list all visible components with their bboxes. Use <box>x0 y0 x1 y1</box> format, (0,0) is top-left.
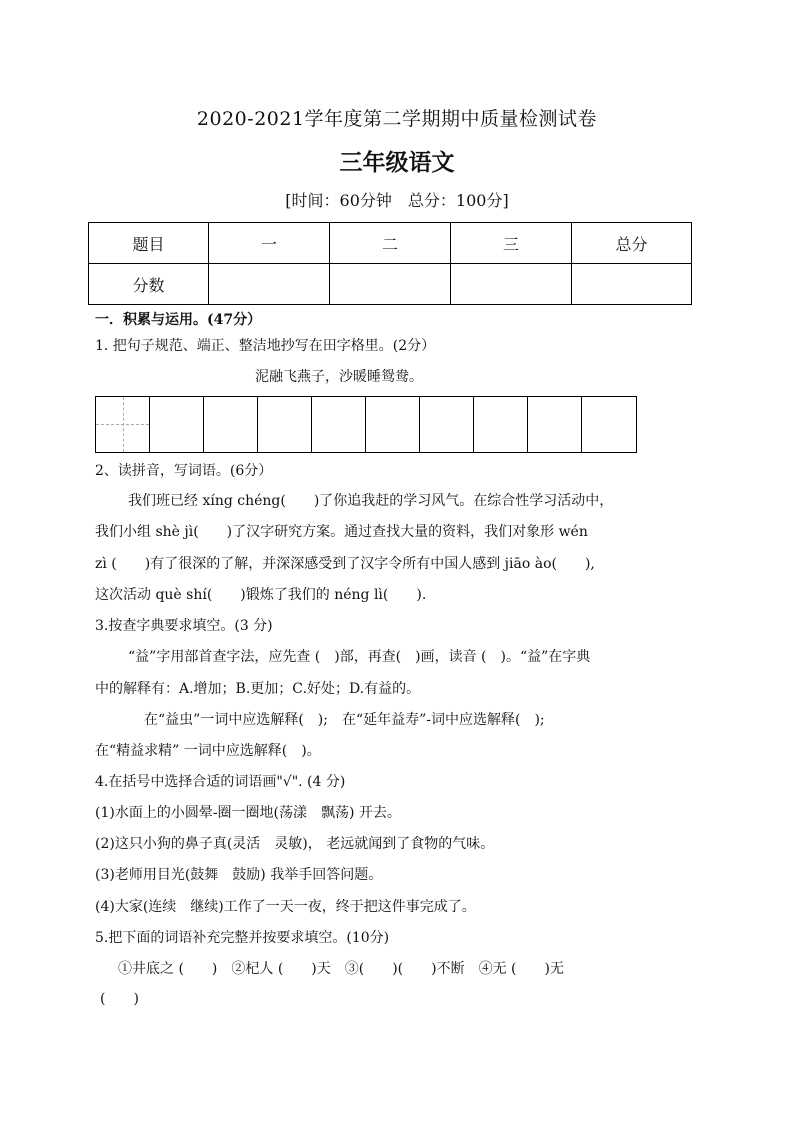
q2-line: zì ( )有了很深的了解，并深深感受到了汉字令所有中国人感到 jiāo ào( ), <box>95 556 595 572</box>
copy-sentence: 泥融飞燕子，沙暖睡鸳鸯。 <box>255 369 423 385</box>
question-3: 3.按查字典要求填空。(3 分) <box>95 618 273 634</box>
q4-item: (2)这只小狗的鼻子真(灵活 灵敏)， 老远就闻到了食物的气味。 <box>95 836 495 852</box>
q2-line: 我们班已经 xíng chéng( )了你追我赶的学习风气。在综合性学习活动中， <box>128 493 614 509</box>
table-row-label: 分数 <box>89 264 209 305</box>
q4-item: (3)老师用目光(鼓舞 鼓励) 我举手回答问题。 <box>95 867 383 883</box>
exam-info: [时间：60分钟 总分：100分] <box>285 191 509 210</box>
q3-line: 在“精益求精” 一词中应选解释( )。 <box>95 743 321 759</box>
tianzige-cell[interactable] <box>150 397 204 452</box>
score-cell[interactable] <box>209 264 330 305</box>
tianzige-cell[interactable] <box>204 397 258 452</box>
tianzige-cell[interactable] <box>420 397 474 452</box>
q5-line: ①井底之 ( ) ②杞人 ( )天 ③( )( )不断 ④无 ( )无 <box>118 961 564 977</box>
section-heading: 一．积累与运用。(47分） <box>95 312 262 328</box>
table-header-cell: 二 <box>330 223 451 264</box>
q3-line: 中的解释有：A.增加；B.更加；C.好处；D.有益的。 <box>95 681 421 697</box>
q3-line: 在“益虫”一词中应选解释( ); 在“延年益寿”-词中应选解释( ); <box>144 712 545 728</box>
exam-title: 2020-2021学年度第二学期期中质量检测试卷 <box>196 108 598 130</box>
table-row <box>89 264 692 305</box>
tianzige-grid[interactable] <box>95 396 637 453</box>
table-header-cell: 三 <box>451 223 572 264</box>
tianzige-cell[interactable] <box>258 397 312 452</box>
exam-subtitle: 三年级语文 <box>339 149 455 176</box>
table-header-cell: 题目 <box>89 223 209 264</box>
question-5: 5.把下面的词语补充完整并按要求填空。(10分) <box>95 930 390 946</box>
tianzige-cell[interactable] <box>582 397 636 452</box>
score-cell[interactable] <box>572 264 692 305</box>
tianzige-cell[interactable] <box>528 397 582 452</box>
q2-line: 我们小组 shè jì( )了汉字研究方案。通过查找大量的资料，我们对象形 wén <box>95 524 588 540</box>
q5-line: ( ) <box>100 991 139 1007</box>
table-header-cell: 一 <box>209 223 330 264</box>
question-4: 4.在括号中选择合适的词语画"√". (4 分) <box>95 774 346 790</box>
q2-line: 这次活动 què shí( )锻炼了我们的 néng lì( ). <box>95 587 427 603</box>
question-1: 1. 把句子规范、端正、整洁地抄写在田字格里。(2分） <box>95 338 436 354</box>
q4-item: (4)大家(连续 继续)工作了一天一夜，终于把这件事完成了。 <box>95 899 476 915</box>
tianzige-cell[interactable] <box>366 397 420 452</box>
score-cell[interactable] <box>451 264 572 305</box>
q4-item: (1)水面上的小圆晕-圈一圈地(荡漾 飘荡) 开去。 <box>95 805 401 821</box>
tianzige-cell[interactable] <box>474 397 528 452</box>
score-table <box>88 222 692 305</box>
table-header-cell: 总分 <box>572 223 692 264</box>
tianzige-cell[interactable] <box>312 397 366 452</box>
tianzige-cell[interactable] <box>96 397 150 452</box>
table-row <box>89 223 692 264</box>
question-2: 2、读拼音，写词语。(6分） <box>95 463 273 479</box>
score-cell[interactable] <box>330 264 451 305</box>
q3-line: “益”字用部首查字法，应先查 ( )部，再查( )画，读音 ( )。“益”在字典 <box>128 649 591 665</box>
